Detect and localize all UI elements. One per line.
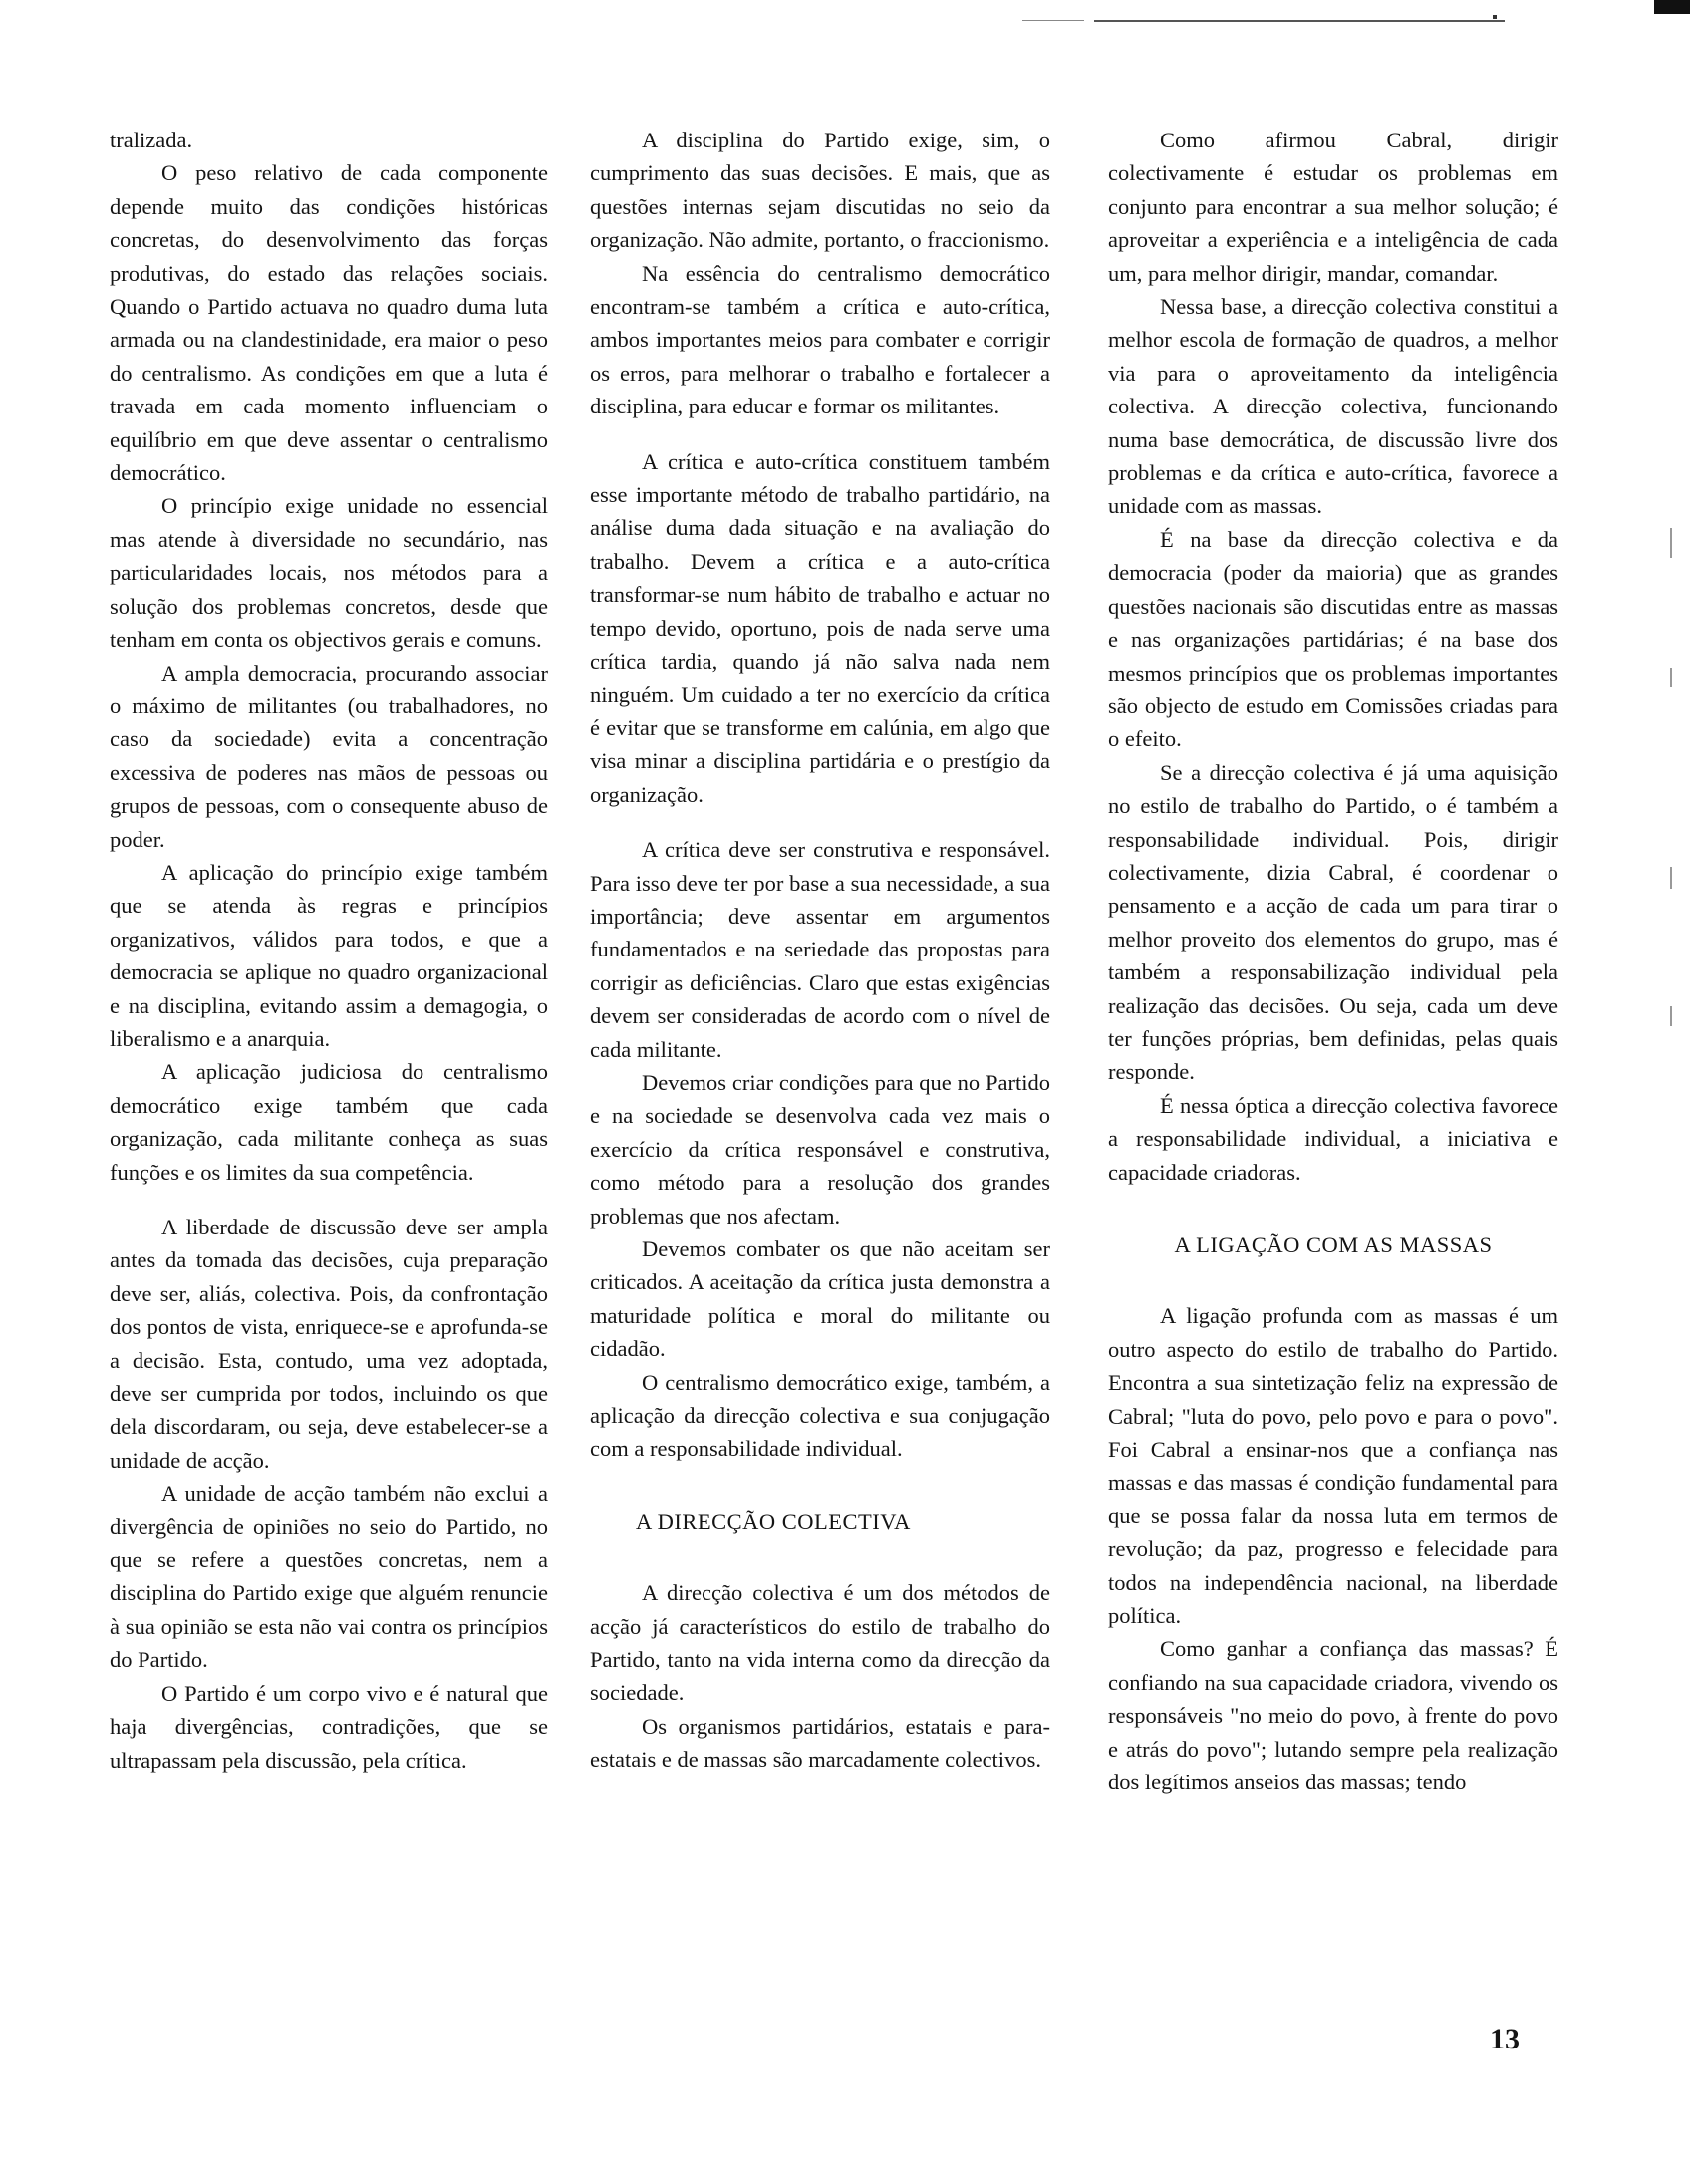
section-heading: A LIGAÇÃO COM AS MASSAS	[1174, 1232, 1493, 1257]
middle-column	[590, 124, 1050, 1776]
paragraph: Nessa base, a direcção colectiva constitui a melhor escola de formação de quadros, a melhor via para o aproveitamento da inteligência colectiva. A direcção colectiva, funcionando numa base democrática, de discussão livre dos problemas e da crítica e auto-crítica, favorece a unidade com as massas.	[1108, 294, 1558, 519]
paragraph: Os organismos partidários, estatais e para-estatais e de massas são marcadamente colectivos.	[590, 1713, 1050, 1773]
page-number: 13	[1490, 2023, 1520, 2055]
edge-mark	[1670, 867, 1672, 889]
paragraph: O peso relativo de cada componente depende muito das condições históricas concretas, do desenvolvimento das forças produtivas, do estado das relações sociais. Quando o Partido actuava no quadro duma luta armada ou na clandestinidade, era maior o peso do centralismo. As condições em que a luta é travada em cada momento influenciam o equilíbrio em que deve assentar o centralismo democrático.	[110, 160, 548, 486]
paragraph: O princípio exige unidade no essencial mas atende à diversidade no secundário, nas particularidades locais, nos métodos para a solução dos problemas concretos, desde que tenham em conta os objectivos gerais e comuns.	[110, 493, 548, 653]
paragraph: É nessa óptica a direcção colectiva favorece a responsabilidade individual, a iniciativa e capacidade criadoras.	[1108, 1092, 1558, 1185]
edge-mark	[1670, 1006, 1672, 1026]
paragraph: Devemos criar condições para que no Partido e na sociedade se desenvolva cada vez mais o exercício da crítica responsável e construtiva, como método para a resolução dos grandes problemas que nos afectam.	[590, 1069, 1050, 1228]
section-heading: A DIRECÇÃO COLECTIVA	[636, 1508, 911, 1534]
paragraph: A ampla democracia, procurando associar o máximo de militantes (ou trabalhadores, no caso da sociedade) evita a concentração excessiva de poderes nas mãos de pessoas ou grupos de pessoas, com o consequente abuso de poder.	[110, 660, 548, 852]
top-rule-short	[1022, 20, 1084, 21]
paragraph: A ligação profunda com as massas é um outro aspecto do estilo de trabalho do Partido. Encontra a sua sintetização feliz na expressão de Cabral; "luta do povo, pelo povo e para o povo". Foi Cabral a ensinar-nos que a confiança nas massas e das massas é condição fundamental para que se possa falar da nossa luta em termos de revolução; da paz, progresso e felecidade para todos na independência nacional, na liberdade política.	[1108, 1303, 1558, 1629]
paragraph: tralizada.	[110, 128, 193, 152]
paragraph: É na base da direcção colectiva e da democracia (poder da maioria) que as grandes questões nacionais são discutidas entre as massas e nas organizações partidárias; é na base dos mesmos princípios que os problemas importantes são objecto de estudo em Comissões criadas para o efeito.	[1108, 526, 1558, 752]
paragraph: A crítica e auto-crítica constituem também esse importante método de trabalho partidário, na análise duma dada situação e na avaliação do trabalho. Devem a crítica e a auto-crítica transformar-se num hábito de trabalho e actuar no tempo devido, oportuno, pois de nada serve uma crítica tardia, quando já não salva nada nem ninguém. Um cuidado a ter no exercício da crítica é evitar que se transforme em calúnia, em algo que visa minar a disciplina partidária e o prestígio da organização.	[590, 448, 1050, 807]
right-column	[1108, 124, 1558, 1799]
top-rule	[1094, 20, 1505, 22]
paragraph: Se a direcção colectiva é já uma aquisição no estilo de trabalho do Partido, o é também a responsabilidade individual. Pois, dirigir colectivamente, dizia Cabral, é coordenar o pensamento e a acção de cada um para tirar o melhor proveito dos elementos do grupo, mas é também a responsabilização individual pela realização das decisões. Ou seja, cada um deve ter funções próprias, bem definidas, pelas quais responde.	[1108, 759, 1558, 1085]
top-mark	[1493, 15, 1497, 19]
paragraph: Na essência do centralismo democrático encontram-se também a crítica e auto-crítica, ambos importantes meios para combater e corrigir os erros, para melhorar o trabalho e fortalecer a disciplina, para educar e formar os militantes.	[590, 260, 1050, 419]
paragraph: A liberdade de discussão deve ser ampla antes da tomada das decisões, cuja preparação deve ser, aliás, colectiva. Pois, da confrontação dos pontos de vista, enriquece-se e aprofunda-se a decisão. Esta, contudo, uma vez adoptada, deve ser cumprida por todos, incluindo os que dela discordaram, ou seja, deve estabelecer-se a unidade de acção.	[110, 1215, 548, 1473]
paragraph: A aplicação do princípio exige também que se atenda às regras e princípios organizativos, válidos para todos, e que a democracia se aplique no quadro organizacional e na disciplina, evitando assim a demagogia, o liberalismo e a anarquia.	[110, 859, 548, 1051]
paragraph: Como ganhar a confiança das massas? É confiando na sua capacidade criadora, vivendo os responsáveis "no meio do povo, à frente do povo e atrás do povo"; lutando sempre pela realização dos legítimos anseios das massas; tendo	[1108, 1636, 1558, 1795]
paragraph: A disciplina do Partido exige, sim, o cumprimento das suas decisões. E mais, que as questões internas sejam discutidas no seio da organização. Não admite, portanto, o fraccionismo.	[590, 128, 1050, 253]
left-column	[110, 124, 548, 1776]
edge-mark	[1670, 668, 1672, 687]
paragraph: A crítica deve ser construtiva e responsável. Para isso deve ter por base a sua necessidade, a sua importância; deve assentar em argumentos fundamentados e na seriedade das propostas para corrigir as deficiências. Claro que estas exigências devem ser consideradas de acordo com o nível de cada militante.	[590, 837, 1050, 1062]
scan-corner-mark	[1654, 0, 1690, 14]
edge-mark	[1670, 528, 1672, 558]
paragraph: A direcção colectiva é um dos métodos de acção já característicos do estilo de trabalho do Partido, tanto na vida interna como da direcção da sociedade.	[590, 1580, 1050, 1706]
paragraph: A unidade de acção também não exclui a divergência de opiniões no seio do Partido, no que se refere a questões concretas, nem a disciplina do Partido exige que alguém renuncie à sua opinião se esta não vai contra os princípios do Partido.	[110, 1481, 548, 1673]
paragraph: O centralismo democrático exige, também, a aplicação da direcção colectiva e sua conjugação com a responsabilidade individual.	[590, 1369, 1050, 1462]
paragraph: A aplicação judiciosa do centralismo democrático exige também que cada organização, cada militante conheça as suas funções e os limites da sua competência.	[110, 1059, 548, 1185]
paragraph: O Partido é um corpo vivo e é natural que haja divergências, contradições, que se ultrapassam pela discussão, pela crítica.	[110, 1680, 548, 1773]
paragraph: Como afirmou Cabral, dirigir colectivamente é estudar os problemas em conjunto para encontrar a sua melhor solução; é aproveitar a experiência e a inteligência de cada um, para melhor dirigir, mandar, comandar.	[1108, 128, 1558, 286]
paragraph: Devemos combater os que não aceitam ser criticados. A aceitação da crítica justa demonstra a maturidade política e moral do militante ou cidadão.	[590, 1236, 1050, 1362]
